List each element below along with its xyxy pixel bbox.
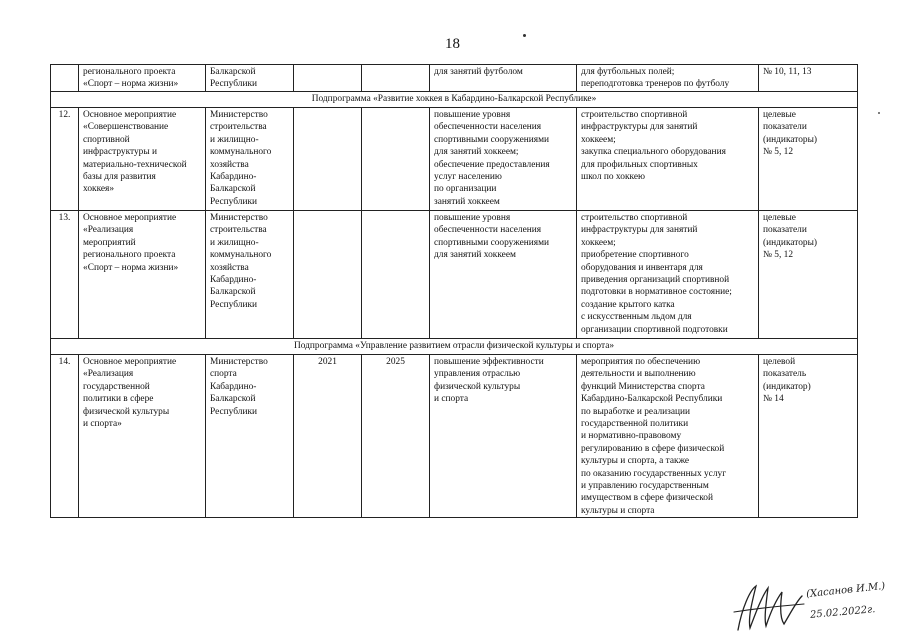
table-row-continued: [51, 65, 858, 92]
cell-num: 13.: [51, 211, 79, 339]
cell-measure: Основное мероприятие «Совершенствование спортивной инфраструктуры и материально-технической базы для развития хоккея»: [79, 108, 206, 211]
cell-executor: Министерство спорта Кабардино- Балкарской Республики: [206, 355, 294, 518]
cell-expected-result: повышение уровня обеспеченности населения спортивными сооружениями для занятий хоккеем: [430, 211, 577, 339]
measures-table: [50, 64, 858, 518]
cell-indicators: целевые показатели (индикаторы) № 5, 12: [759, 211, 858, 339]
cell-start-year: 2021: [294, 355, 362, 518]
cell-measure: Основное мероприятие «Реализация мероприятий регионального проекта «Спорт – норма жизни»: [79, 211, 206, 339]
subprogram-header-row: [51, 339, 858, 355]
cell-indicators: целевой показатель (индикатор) № 14: [759, 355, 858, 518]
scan-speck: [878, 112, 880, 114]
cell-start-year: [294, 65, 362, 92]
cell-end-year: [362, 65, 430, 92]
cell-end-year: 2025: [362, 355, 430, 518]
cell-executor: Балкарской Республики: [206, 65, 294, 92]
table-row-12: [51, 108, 858, 211]
table-row-14: [51, 355, 858, 518]
cell-end-year: [362, 108, 430, 211]
cell-start-year: [294, 211, 362, 339]
cell-directions: строительство спортивной инфраструктуры для занятий хоккеем; закупка специального оборудования для профильных спортивных школ по хоккею: [577, 108, 759, 211]
signature-date: 25.02.2022г.: [809, 604, 876, 621]
cell-measure: Основное мероприятие «Реализация государственной политики в сфере физической культуры и спорта»: [79, 355, 206, 518]
subprogram-title: Подпрограмма «Развитие хоккея в Кабардино-Балкарской Республике»: [51, 92, 858, 108]
scan-speck: [523, 34, 526, 37]
table-row-13: [51, 211, 858, 339]
cell-directions: строительство спортивной инфраструктуры для занятий хоккеем; приобретение спортивного оборудования и инвентаря для приведения организаций спортивной подготовки в нормативное состояние; создание крытого катка с искусственным льдом для организации спортивной подготовки: [577, 211, 759, 339]
cell-directions: для футбольных полей; переподготовка тренеров по футболу: [577, 65, 759, 92]
cell-executor: Министерство строительства и жилищно- коммунального хозяйства Кабардино- Балкарской Республики: [206, 108, 294, 211]
signature-name: (Хасанов И.М.): [805, 580, 886, 601]
cell-expected-result: повышение эффективности управления отраслью физической культуры и спорта: [430, 355, 577, 518]
cell-expected-result: повышение уровня обеспеченности населения спортивными сооружениями для занятий хоккеем; обеспечение предоставления услуг населению по организации занятий хоккеем: [430, 108, 577, 211]
subprogram-header-row: [51, 92, 858, 108]
cell-num: [51, 65, 79, 92]
cell-executor: Министерство строительства и жилищно- коммунального хозяйства Кабардино- Балкарской Республики: [206, 211, 294, 339]
cell-expected-result: для занятий футболом: [430, 65, 577, 92]
cell-directions: мероприятия по обеспечению деятельности и выполнению функций Министерства спорта Кабардино-Балкарской Республики по выработке и реализации государственной политики и нормативно-правовому регулированию в сфере физической культуры и спорта, а также по оказанию государственных услуг и управлению государственным имуществом в сфере физической культуры и спорта: [577, 355, 759, 518]
cell-start-year: [294, 108, 362, 211]
cell-num: 14.: [51, 355, 79, 518]
subprogram-title: Подпрограмма «Управление развитием отрасли физической культуры и спорта»: [51, 339, 858, 355]
page-number: 18: [445, 36, 460, 52]
cell-measure: регионального проекта «Спорт – норма жизни»: [79, 65, 206, 92]
cell-indicators: целевые показатели (индикаторы) № 5, 12: [759, 108, 858, 211]
cell-num: 12.: [51, 108, 79, 211]
cell-end-year: [362, 211, 430, 339]
cell-indicators: № 10, 11, 13: [759, 65, 858, 92]
